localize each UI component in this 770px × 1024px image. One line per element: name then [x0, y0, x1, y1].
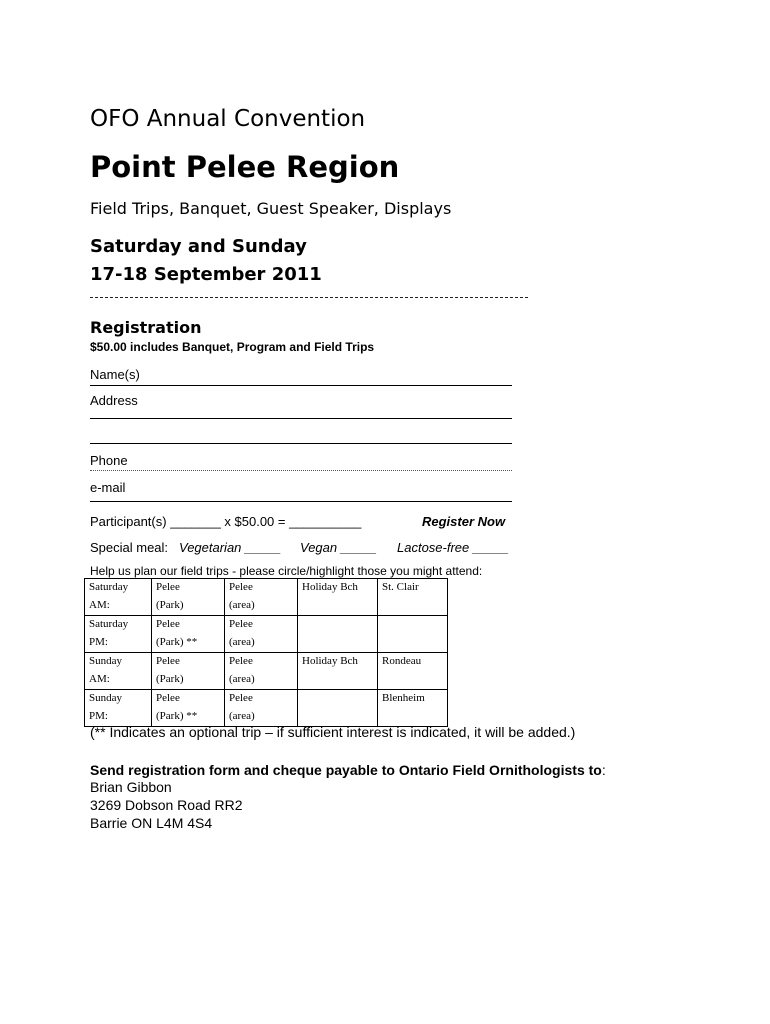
phone-field[interactable] — [90, 470, 512, 471]
trip-cell-text: (Park) ** — [156, 636, 198, 648]
trip-option-cell[interactable] — [225, 690, 298, 727]
trip-cell-text — [302, 690, 373, 708]
trip-cell-text: (area) — [229, 636, 255, 648]
trip-option-cell[interactable] — [298, 690, 378, 727]
trip-cell-text — [302, 597, 373, 615]
event-date: 17-18 September 2011 — [90, 264, 322, 285]
phone-label: Phone — [90, 453, 128, 468]
trip-cell-text — [302, 634, 373, 652]
convention-title: OFO Annual Convention — [90, 106, 366, 132]
trip-cell-text: Holiday Bch — [302, 581, 358, 593]
trip-session-cell — [85, 653, 152, 690]
trip-option-cell[interactable] — [298, 579, 378, 616]
mailing-instructions-text: Send registration form and cheque payable to Ontario Field Ornithologists to — [90, 762, 602, 778]
trip-cell-text: (Park) — [156, 599, 184, 611]
trip-cell-text: Pelee — [156, 618, 180, 630]
special-meal-label: Special meal: — [90, 540, 169, 555]
trip-session-cell — [85, 616, 152, 653]
trip-cell-text: Pelee — [229, 581, 253, 593]
trip-cell-text: Saturday — [89, 618, 129, 630]
trip-cell-text: Blenheim — [382, 692, 425, 704]
participants-line[interactable]: Participant(s) _______ x $50.00 = __________ — [90, 514, 362, 529]
address-field-line2[interactable] — [90, 443, 512, 444]
trip-cell-text: PM: — [89, 710, 108, 722]
email-field[interactable] — [90, 501, 512, 502]
trip-cell-text: Pelee — [229, 655, 253, 667]
mailing-instructions-colon: : — [601, 762, 606, 778]
trip-cell-text — [302, 616, 373, 634]
trip-row — [85, 616, 448, 653]
meal-vegetarian[interactable]: Vegetarian _____ — [179, 540, 282, 555]
mailing-city: Barrie ON L4M 4S4 — [90, 815, 213, 831]
trip-cell-text: AM: — [89, 599, 110, 611]
trip-row — [85, 579, 448, 616]
meal-lactose-free[interactable]: Lactose-free _____ — [397, 540, 510, 555]
trip-cell-text: Pelee — [156, 655, 180, 667]
trip-option-cell[interactable] — [225, 579, 298, 616]
region-title: Point Pelee Region — [90, 150, 400, 184]
trip-option-cell[interactable] — [298, 653, 378, 690]
trip-option-cell[interactable] — [152, 690, 225, 727]
trip-cell-text: (area) — [229, 599, 255, 611]
trip-option-cell[interactable] — [152, 653, 225, 690]
trip-row — [85, 653, 448, 690]
trip-option-cell[interactable] — [378, 616, 448, 653]
trip-cell-text: PM: — [89, 636, 108, 648]
field-trip-instructions: Help us plan our field trips - please circle/highlight those you might attend: — [90, 564, 483, 578]
trip-session-cell — [85, 690, 152, 727]
address-label: Address — [90, 393, 138, 408]
trip-option-cell[interactable] — [378, 579, 448, 616]
price-note: $50.00 includes Banquet, Program and Field Trips — [90, 340, 375, 354]
section-divider — [90, 297, 528, 298]
trip-row — [85, 690, 448, 727]
trip-cell-text: Pelee — [229, 692, 253, 704]
optional-trip-note: (** Indicates an optional trip – if sufficient interest is indicated, it will be added.) — [90, 724, 576, 740]
trip-option-cell[interactable] — [152, 616, 225, 653]
trip-cell-text: Sunday — [89, 655, 122, 667]
trip-cell-text: Holiday Bch — [302, 655, 358, 667]
trip-session-cell — [85, 579, 152, 616]
trip-cell-text: Pelee — [156, 581, 180, 593]
trip-cell-text: Pelee — [156, 692, 180, 704]
trip-cell-text — [382, 634, 443, 652]
names-field[interactable] — [90, 385, 512, 386]
trip-cell-text: Rondeau — [382, 655, 422, 667]
email-label: e-mail — [90, 480, 126, 495]
trip-option-cell[interactable] — [378, 690, 448, 727]
trip-cell-text: (Park) ** — [156, 710, 198, 722]
registration-heading: Registration — [90, 318, 202, 337]
event-days: Saturday and Sunday — [90, 236, 307, 257]
address-field-line1[interactable] — [90, 418, 512, 419]
trip-option-cell[interactable] — [225, 653, 298, 690]
field-trip-table — [84, 578, 448, 727]
trip-cell-text: Saturday — [89, 581, 129, 593]
event-subtitle: Field Trips, Banquet, Guest Speaker, Displays — [90, 199, 452, 218]
trip-cell-text — [382, 616, 443, 634]
trip-cell-text — [382, 671, 443, 689]
trip-option-cell[interactable] — [378, 653, 448, 690]
register-now-label: Register Now — [422, 514, 506, 529]
trip-cell-text: (area) — [229, 710, 255, 722]
trip-cell-text — [382, 597, 443, 615]
trip-cell-text: Pelee — [229, 618, 253, 630]
mailing-street: 3269 Dobson Road RR2 — [90, 797, 243, 813]
names-label: Name(s) — [90, 367, 140, 382]
trip-cell-text: St. Clair — [382, 581, 419, 593]
trip-cell-text: (area) — [229, 673, 255, 685]
mailing-name: Brian Gibbon — [90, 779, 172, 795]
trip-option-cell[interactable] — [152, 579, 225, 616]
trip-option-cell[interactable] — [225, 616, 298, 653]
trip-cell-text: AM: — [89, 673, 110, 685]
trip-cell-text: Sunday — [89, 692, 122, 704]
meal-vegan[interactable]: Vegan _____ — [300, 540, 377, 555]
mailing-instructions — [90, 762, 606, 778]
trip-option-cell[interactable] — [298, 616, 378, 653]
trip-cell-text — [302, 671, 373, 689]
trip-cell-text: (Park) — [156, 673, 184, 685]
